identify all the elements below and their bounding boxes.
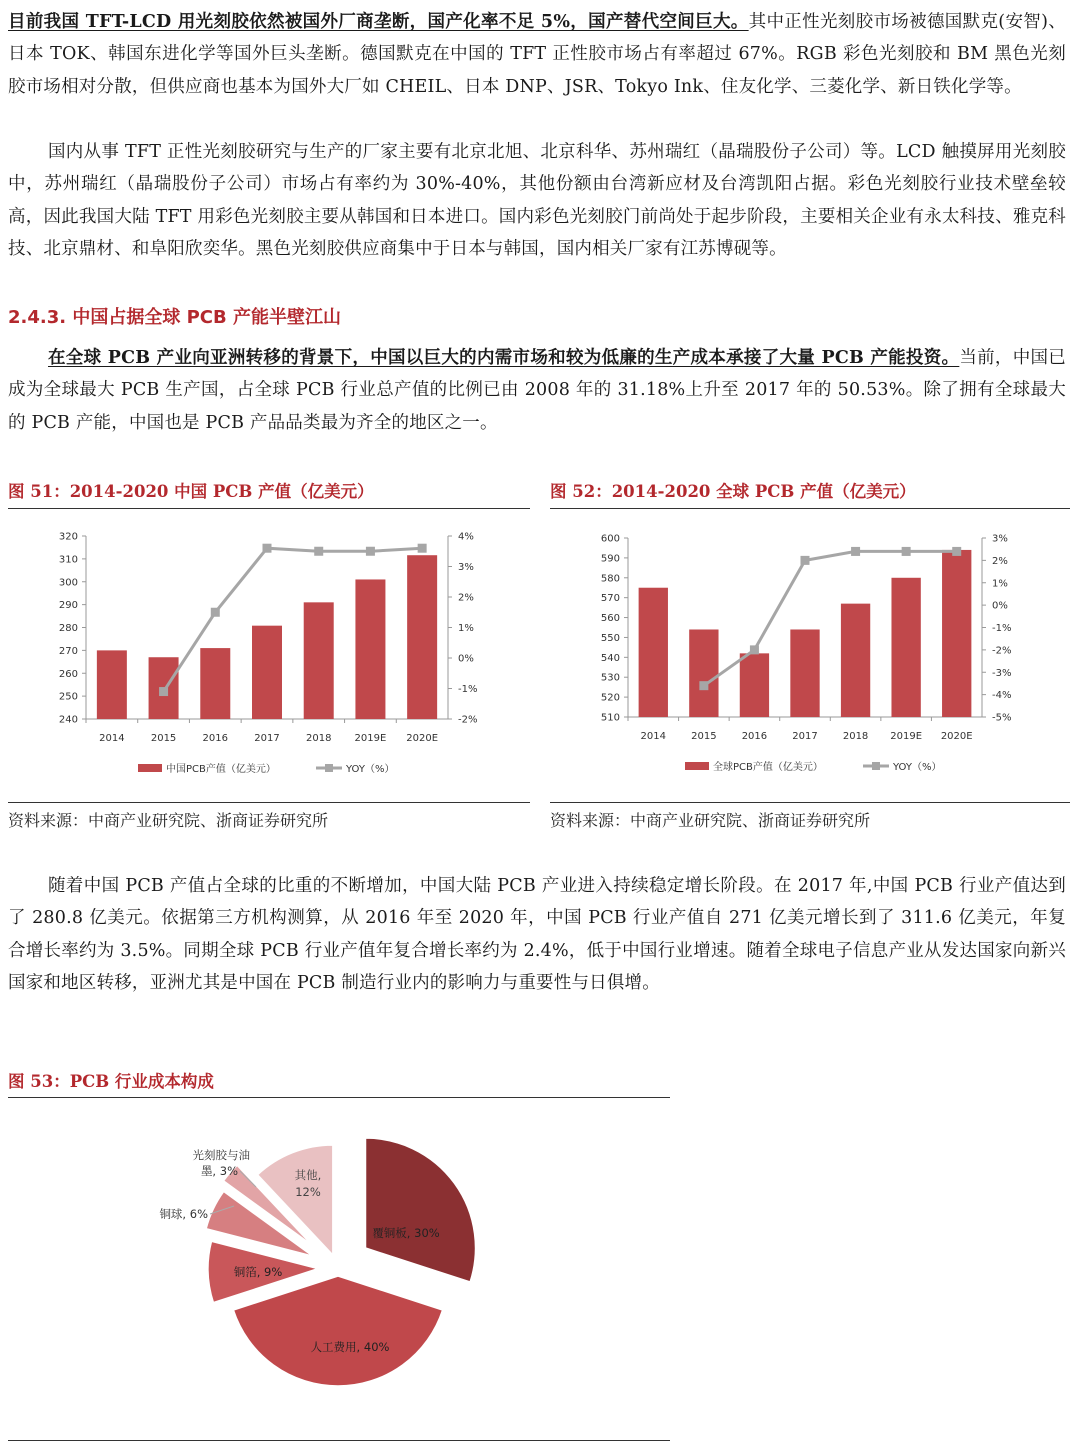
bar	[790, 629, 819, 717]
right-tick-label: 0%	[992, 600, 1008, 612]
left-tick-label: 600	[600, 533, 620, 545]
x-tick-label: 2017	[792, 731, 818, 742]
yoy-point	[750, 645, 759, 654]
left-tick-label: 580	[600, 573, 620, 585]
bar	[942, 550, 971, 717]
left-tick-label: 270	[58, 645, 78, 657]
section-heading: 2.4.3. 中国占据全球 PCB 产能半壁江山	[8, 307, 342, 328]
left-tick-label: 540	[600, 652, 620, 664]
figure-51-chart	[8, 514, 530, 799]
right-tick-label: -3%	[992, 667, 1012, 679]
yoy-point	[801, 556, 810, 565]
right-tick-label: 3%	[458, 562, 474, 573]
pie-label: 12%	[295, 1185, 321, 1199]
right-tick-label: -2%	[992, 645, 1012, 657]
legend-bar-swatch	[685, 762, 709, 770]
yoy-point	[902, 547, 911, 556]
pie-label: 光刻胶与油	[192, 1148, 250, 1162]
figure-51-source: 资料来源：中商产业研究院、浙商证券研究所	[8, 811, 329, 830]
bar	[97, 650, 127, 719]
legend-line-label: YOY（%）	[346, 764, 395, 775]
right-tick-label: 2%	[458, 592, 474, 604]
figure-52-chart	[550, 514, 1070, 799]
yoy-point	[699, 681, 708, 690]
right-tick-label: -4%	[992, 690, 1012, 702]
pie-slice	[233, 1276, 442, 1386]
figure-51-top-rule	[8, 508, 530, 509]
paragraph-4: 随着中国 PCB 产值占全球的比重的不断增加，中国大陆 PCB 产业进入持续稳定增长阶段。在 2017 年,中国 PCB 行业产值达到了 280.8 亿美元。依据第三方机构测算，从 2016 年至 2020 年，中国 PCB 行业产值自 271 亿美元增长到了 311.6 亿美元，年复合增长率约为 3.5%。同期全球 PCB 行业产值年复合增长率约为 2.4%，低于中国行业增速。随着全球电子信息产业从发达国家向新兴国家和地区转移，亚洲尤其是中国在 PCB 制造行业内的影响力与重要性与日俱增。	[8, 876, 1066, 993]
legend-line-marker	[872, 762, 880, 770]
left-tick-label: 560	[600, 613, 620, 625]
pie-label: 铜箔, 9%	[233, 1265, 283, 1279]
x-tick-label: 2015	[150, 733, 177, 744]
figure-53-bottom-rule	[8, 1440, 670, 1441]
x-tick-label: 2019E	[354, 733, 387, 744]
left-tick-label: 520	[600, 692, 620, 704]
paragraph-1-lead: 目前我国 TFT-LCD 用光刻胶依然被国外厂商垄断，国产化率不足 5%，国产替代空间巨大。	[8, 12, 749, 32]
figure-52-top-rule	[550, 508, 1070, 509]
x-tick-label: 2015	[691, 731, 717, 742]
right-tick-label: -1%	[458, 684, 478, 695]
figure-51-bottom-rule	[8, 802, 530, 803]
yoy-point	[952, 547, 961, 556]
x-tick-label: 2019E	[890, 731, 923, 742]
paragraph-1	[8, 6, 1066, 103]
bar	[740, 653, 769, 717]
bar	[252, 626, 282, 719]
bar	[841, 604, 870, 717]
x-tick-label: 2020E	[406, 733, 439, 744]
left-tick-label: 250	[58, 691, 78, 703]
right-tick-label: 2%	[992, 555, 1008, 567]
pie-slice	[366, 1138, 476, 1282]
bar	[639, 588, 668, 717]
yoy-point	[418, 544, 427, 553]
x-tick-label: 2016	[741, 731, 768, 742]
legend-bar-label: 全球PCB产值（亿美元）	[713, 762, 823, 773]
x-tick-label: 2014	[640, 731, 667, 742]
paragraph-2: 国内从事 TFT 正性光刻胶研究与生产的厂家主要有北京北旭、北京科华、苏州瑞红（晶瑞股份子公司）等。LCD 触摸屏用光刻胶中，苏州瑞红（晶瑞股份子公司）市场占有率约为 30%-40%，其他份额由台湾新应材及台湾凯阳占据。彩色光刻胶行业技术壁垒较高，因此我国大陆 TFT 用彩色光刻胶主要从韩国和日本进口。国内彩色光刻胶门前尚处于起步阶段，主要相关企业有永太科技、雅克科技、北京鼎材、和阜阳欣奕华。黑色光刻胶供应商集中于日本与韩国，国内相关厂家有江苏博砚等。	[8, 142, 1066, 259]
legend-line-marker	[325, 764, 333, 772]
figure-53-pie-chart	[8, 1103, 670, 1433]
x-tick-label: 2017	[254, 733, 280, 744]
bar	[355, 579, 385, 719]
yoy-point	[851, 547, 860, 556]
left-tick-label: 240	[58, 714, 78, 726]
figure-52-bottom-rule	[550, 802, 1070, 803]
figure-52-source: 资料来源：中商产业研究院、浙商证券研究所	[550, 811, 871, 830]
right-tick-label: 4%	[458, 531, 474, 543]
left-tick-label: 280	[58, 623, 78, 634]
paragraph-3-lead: 在全球 PCB 产业向亚洲转移的背景下，中国以巨大的内需市场和较为低廉的生产成本承接了大量 PCB 产能投资。	[48, 348, 960, 368]
legend-line-label: YOY（%）	[893, 762, 942, 773]
x-tick-label: 2018	[305, 733, 332, 744]
bar	[304, 602, 334, 719]
legend-bar-label: 中国PCB产值（亿美元）	[166, 764, 276, 775]
x-tick-label: 2018	[842, 731, 869, 742]
yoy-point	[211, 608, 220, 617]
pie-label: 人工费用, 40%	[310, 1340, 390, 1354]
left-tick-label: 300	[58, 577, 78, 589]
figure-52-title: 图 52：2014-2020 全球 PCB 产值（亿美元）	[550, 482, 916, 501]
bar	[689, 629, 718, 717]
left-tick-label: 290	[58, 600, 78, 612]
pie-label: 其他,	[294, 1168, 322, 1182]
left-tick-label: 510	[600, 712, 620, 724]
right-tick-label: -1%	[992, 623, 1012, 634]
x-tick-label: 2016	[202, 733, 229, 744]
figure-53-title: 图 53：PCB 行业成本构成	[8, 1072, 214, 1091]
paragraph-3-body: 当前，中国已成为全球最大 PCB 生产国，占全球 PCB 行业总产值的比例已由 2008 年的 31.18%上升至 2017 年的 50.53%。除了拥有全球最大的 PCB 产能，中国也是 PCB 产品品类最为齐全的地区之一。	[8, 348, 1067, 433]
legend-bar-swatch	[138, 764, 162, 772]
bar	[200, 648, 230, 719]
left-tick-label: 590	[600, 553, 620, 565]
pie-label: 铜球, 6%	[159, 1207, 208, 1221]
right-tick-label: 1%	[992, 578, 1008, 590]
left-tick-label: 530	[600, 672, 620, 684]
right-tick-label: 0%	[458, 653, 474, 665]
figure-53-top-rule	[8, 1097, 670, 1098]
left-tick-label: 550	[600, 632, 620, 644]
x-tick-label: 2014	[99, 733, 125, 744]
pie-label: 墨, 3%	[200, 1164, 238, 1178]
right-tick-label: -5%	[992, 712, 1012, 724]
paragraph-3	[8, 342, 1066, 439]
right-tick-label: 3%	[992, 533, 1008, 545]
right-tick-label: -2%	[458, 714, 478, 726]
x-tick-label: 2020E	[940, 731, 973, 742]
left-tick-label: 310	[58, 554, 78, 566]
bar	[891, 578, 920, 717]
yoy-point	[263, 544, 272, 553]
figure-51-title: 图 51：2014-2020 中国 PCB 产值（亿美元）	[8, 482, 374, 501]
yoy-point	[366, 547, 375, 556]
left-tick-label: 260	[58, 668, 78, 680]
left-tick-label: 320	[58, 531, 78, 543]
right-tick-label: 1%	[458, 623, 474, 634]
paragraph-1-body: 其中正性光刻胶市场被德国默克(安智)、日本 TOK、韩国东进化学等国外巨头垄断。德国默克在中国的 TFT 正性胶市场占有率超过 67%。RGB 彩色光刻胶和 BM 黑色光刻胶市场相对分散，但供应商也基本为国外大厂如 CHEIL、日本 DNP、JSR、Tokyo Ink、住友化学、三菱化学、新日铁化学等。	[8, 12, 1066, 97]
bar	[407, 555, 437, 719]
yoy-point	[159, 687, 168, 696]
left-tick-label: 570	[600, 593, 620, 605]
yoy-point	[314, 547, 323, 556]
pie-label: 覆铜板, 30%	[372, 1226, 440, 1240]
